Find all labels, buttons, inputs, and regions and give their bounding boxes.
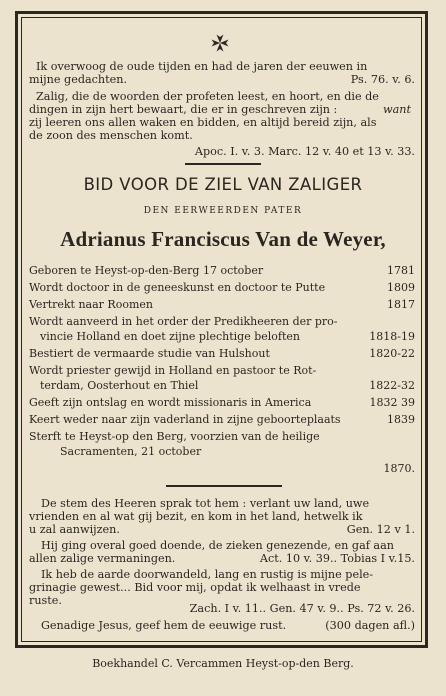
- event-6-text-1: Wordt priester gewijd in Holland en pastoor te Rot-: [29, 364, 317, 377]
- verse-top-ref-apoc: Apoc. I. v. 3. Marc. 12 v. 40 et 13 v. 33.: [194, 145, 415, 158]
- event-2-year: 1809: [387, 281, 415, 294]
- event-4-year: 1818-19: [369, 330, 415, 343]
- deceased-name: Adrianus Franciscus Van de Weyer,: [60, 227, 386, 251]
- event-4-text-2: vincie Holland en doet zijne plechtige beloften: [40, 330, 301, 343]
- publisher-imprint: Boekhandel C. Vercammen Heyst-op-den Berg.: [92, 657, 354, 670]
- verse-bottom-line-3: u zal aanwijzen.: [29, 523, 120, 536]
- event-9-text-2: Sacramenten, 21 october: [60, 445, 202, 458]
- verse-top-line-4: dingen in zijn hert bewaart, die er in geschreven zijn :: [29, 103, 338, 116]
- verse-top-line-2: mijne gedachten.: [29, 73, 127, 86]
- event-6-text-2: terdam, Oosterhout en Thiel: [40, 379, 199, 392]
- event-8-year: 1839: [387, 413, 415, 426]
- event-1-year: 1781: [387, 264, 415, 277]
- event-9-year: 1870.: [383, 462, 415, 475]
- verse-bottom-line-2: vrienden en al wat gij bezit, en kom in het land, hetwelk ik: [29, 510, 363, 523]
- verse-bottom-line-7: grinagie gewest... Bid voor mij, opdat ik welhaast in vrede: [29, 581, 361, 594]
- verse-top-want: want: [383, 103, 411, 116]
- verse-bottom-ref-gen: Gen. 12 v 1.: [346, 523, 415, 536]
- verse-top-ref-psalm: Ps. 76. v. 6.: [350, 73, 415, 86]
- event-7-year: 1832 39: [369, 396, 415, 409]
- event-2-text: Wordt doctoor in de geneeskunst en doctoor te Putte: [29, 281, 326, 294]
- card-subtitle: DEN EERWEERDEN PATER: [143, 206, 303, 216]
- event-5-text: Bestiert de vermaarde studie van Hulshout: [29, 347, 270, 360]
- verse-top-line-5: zij leeren ons allen waken en bidden, en altijd bereid zijn, als: [29, 116, 377, 129]
- event-1-text: Geboren te Heyst-op-den-Berg 17 october: [29, 264, 264, 277]
- closing-prayer: Genadige Jesus, geef hem de eeuwige rust.: [41, 619, 287, 632]
- verse-top-line-3: Zalig, die de woorden der profeten leest, en hoort, en die de: [36, 90, 379, 103]
- verse-top-line-1: Ik overwoog de oude tijden en had de jaren der eeuwen in: [36, 60, 368, 73]
- verse-bottom-line-6: Ik heb de aarde doorwandeld, lang en rustig is mijne pele-: [41, 568, 374, 581]
- verse-bottom-line-8: ruste.: [29, 594, 62, 607]
- indulgence-note: (300 dagen afl.): [325, 619, 415, 632]
- event-8-text: Keert weder naar zijn vaderland in zijne geboorteplaats: [29, 413, 341, 426]
- event-6-year: 1822-32: [369, 379, 415, 392]
- event-3-year: 1817: [387, 298, 415, 311]
- verse-bottom-line-5: allen zalige vermaningen.: [29, 552, 176, 565]
- maltese-cross-icon: [210, 33, 230, 53]
- event-3-text: Vertrekt naar Roomen: [29, 298, 153, 311]
- event-5-year: 1820-22: [369, 347, 415, 360]
- event-4-text-1: Wordt aanveerd in het order der Predikheeren der pro-: [29, 315, 338, 328]
- verse-bottom-ref-zach: Zach. I v. 11.. Gen. 47 v. 9.. Ps. 72 v. 26.: [189, 602, 415, 615]
- card-title: BID VOOR DE ZIEL VAN ZALIGER: [83, 175, 363, 194]
- divider-bottom: [166, 485, 282, 487]
- verse-bottom-ref-act: Act. 10 v. 39.. Tobias I v.15.: [259, 552, 415, 565]
- event-7-text: Geeft zijn ontslag en wordt missionaris in America: [29, 396, 312, 409]
- event-9-text-1: Sterft te Heyst-op den Berg, voorzien van de heilige: [29, 430, 320, 443]
- verse-bottom-line-1: De stem des Heeren sprak tot hem : verlant uw land, uwe: [41, 497, 370, 510]
- divider-top: [185, 163, 261, 165]
- verse-bottom-line-4: Hij ging overal goed doende, de zieken genezende, en gaf aan: [41, 539, 394, 552]
- verse-top-line-6: de zoon des menschen komt.: [29, 129, 193, 142]
